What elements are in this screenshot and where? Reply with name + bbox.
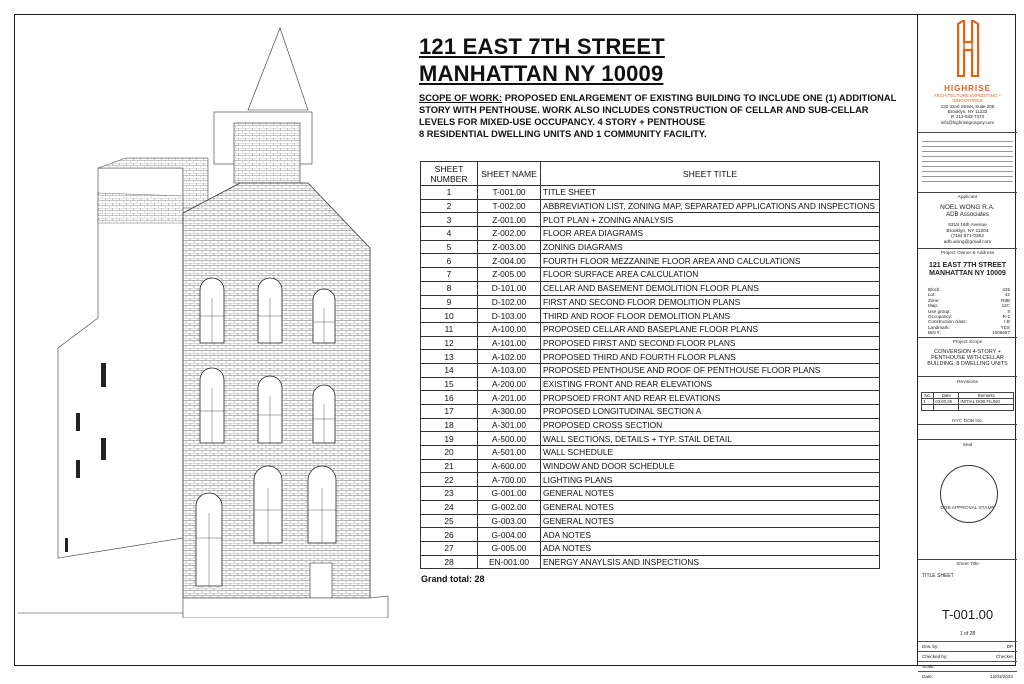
rev-remarks: INITIAL DOB FILING: [959, 399, 1014, 405]
sheet-title-cell: THIRD AND ROOF FLOOR DEMOLITION PLANS: [541, 309, 880, 323]
sheet-name-cell: A-101.00: [478, 336, 541, 350]
table-row: [421, 487, 880, 501]
table-row: [421, 432, 880, 446]
lot-info-key: Block:: [928, 287, 941, 292]
sheet-number-cell: 23: [421, 487, 478, 501]
sheet-name-cell: A-100.00: [478, 322, 541, 336]
lot-info-value: 12C: [1001, 303, 1010, 309]
sheet-title-cell: WALL SECTIONS, DETAILS + TYP. STAIL DETAIL: [541, 432, 880, 446]
sheet-name-cell: Z-002.00: [478, 227, 541, 241]
sheet-number-cell: 8: [421, 281, 478, 295]
sheet-number-cell: 7: [421, 268, 478, 282]
sheet-number-cell: 28: [421, 555, 478, 569]
drawing-info-value: 12/03/2024: [990, 674, 1013, 679]
sheet-number-cell: 15: [421, 377, 478, 391]
drawing-info-key: Checked by:: [922, 654, 948, 659]
lot-info-value: II: [1007, 308, 1010, 314]
sheet-name-cell: Z-003.00: [478, 240, 541, 254]
table-row: [421, 446, 880, 460]
table-row: [421, 541, 880, 555]
sheet-name-cell: A-102.00: [478, 350, 541, 364]
sheet-number-cell: 13: [421, 350, 478, 364]
table-row: [421, 240, 880, 254]
lot-info-key: Construction class:: [928, 319, 967, 325]
table-row: [421, 377, 880, 391]
sheet-number-cell: 9: [421, 295, 478, 309]
lot-info-value: 1006657: [992, 330, 1010, 336]
scope-label: SCOPE OF WORK:: [419, 93, 503, 103]
sheet-number-cell: 14: [421, 363, 478, 377]
sheet-name-cell: D-101.00: [478, 281, 541, 295]
sheet-number-cell: 25: [421, 514, 478, 528]
firm-logo: [918, 20, 1017, 138]
table-row: [421, 213, 880, 227]
sheet-number-cell: 4: [421, 227, 478, 241]
table-row: [421, 418, 880, 432]
sheet-title-cell: PROPOSED THIRD AND FOURTH FLOOR PLANS: [541, 350, 880, 364]
sheet-name-cell: A-700.00: [478, 473, 541, 487]
scope-of-work: [419, 92, 899, 140]
lot-info-key: Lot:: [928, 292, 936, 298]
sheet-title-cell: EXISTING FRONT AND REAR ELEVATIONS: [541, 377, 880, 391]
applicant-phone: (718) 871-0382: [951, 234, 984, 240]
sheet-title-cell: WINDOW AND DOOR SCHEDULE: [541, 459, 880, 473]
sheet-title-cell: LIGHTING PLANS: [541, 473, 880, 487]
sheet-number-cell: 27: [421, 541, 478, 555]
sheet-name-cell: G-004.00: [478, 528, 541, 542]
sheet-title-label: Sheet Title: [956, 562, 979, 567]
lot-info-value: R8B: [1001, 297, 1010, 303]
firm-address-line: Brooklyn, NY 11232: [947, 109, 988, 115]
scope-text-2: 8 RESIDENTIAL DWELLING UNITS AND 1 COMMUNITY FACILITY.: [419, 129, 707, 139]
table-row: [421, 336, 880, 350]
firm-name: HIGHRISE: [944, 84, 991, 93]
drawing-info: [918, 641, 1017, 681]
sheet-number-cell: 6: [421, 254, 478, 268]
drawing-info-key: Drw. by:: [922, 644, 939, 649]
project-title-line2: MANHATTAN NY 10009: [419, 61, 664, 86]
table-row: [421, 268, 880, 282]
sheet-name-cell: A-600.00: [478, 459, 541, 473]
sheet-number-cell: 17: [421, 405, 478, 419]
seal-label: Seal: [962, 443, 973, 448]
lot-info-key: Landmark:: [928, 324, 950, 330]
divider: [918, 248, 1017, 249]
header-sheet-name: SHEET NAME: [478, 162, 541, 186]
sheet-number-cell: 1: [421, 186, 478, 200]
sheet-title-cell: ADA NOTES: [541, 541, 880, 555]
sheet-number-cell: 3: [421, 213, 478, 227]
applicant-name: NOEL WONG R.A.: [940, 204, 995, 211]
sheet-number-cell: 26: [421, 528, 478, 542]
header-sheet-title: SHEET TITLE: [541, 162, 880, 186]
sheet-number-cell: 19: [421, 432, 478, 446]
drawing-info-key: Scale:: [922, 664, 935, 669]
sheet-name-cell: A-201.00: [478, 391, 541, 405]
table-row: [421, 350, 880, 364]
sheet-name-cell: G-002.00: [478, 500, 541, 514]
firm-address: [918, 104, 1017, 125]
drawing-info-row: [918, 671, 1017, 681]
sheet-title-cell: FOURTH FLOOR MEZZANINE FLOOR AREA AND CALCULATIONS: [541, 254, 880, 268]
sheet-of-total: 1 of 28: [959, 631, 976, 637]
sheet-title-cell: CELLAR AND BASEMENT DEMOLITION FLOOR PLANS: [541, 281, 880, 295]
sheet-title-cell: ABBREVIATION LIST, ZONING MAP, SEPARATED APPLICATIONS AND INSPECTIONS: [541, 199, 880, 213]
sheet-title-cell: TITLE SHEET: [541, 186, 880, 200]
header-sheet-number: SHEET NUMBER: [421, 162, 478, 186]
dob-stamp-label: DOB APPROVAL STAMP: [940, 506, 995, 511]
lot-info-key: Use group:: [928, 308, 951, 314]
divider: [918, 439, 1017, 440]
sheet-name-cell: D-102.00: [478, 295, 541, 309]
sheet-number-cell: 16: [421, 391, 478, 405]
sheet-number-cell: 2: [421, 199, 478, 213]
applicant-label: Applicant: [957, 195, 978, 200]
lot-info-value: 435: [1002, 287, 1010, 292]
sheet-title-cell: GENERAL NOTES: [541, 487, 880, 501]
table-row: [421, 322, 880, 336]
sheet-index-table: [420, 161, 880, 569]
sheet-title-cell: ENERGY ANAYLSIS AND INSPECTIONS: [541, 555, 880, 569]
sheet-name-cell: A-200.00: [478, 377, 541, 391]
sheet-name-cell: G-001.00: [478, 487, 541, 501]
lot-info-key: Occupancy:: [928, 314, 953, 320]
sheet-name-cell: A-500.00: [478, 432, 541, 446]
divider: [918, 192, 1017, 193]
sheet-name-cell: G-005.00: [478, 541, 541, 555]
sheet-name-cell: A-301.00: [478, 418, 541, 432]
table-row: [421, 281, 880, 295]
table-row: [421, 199, 880, 213]
rev-no: 1: [922, 399, 934, 405]
sheet-name-cell: Z-001.00: [478, 213, 541, 227]
rev-date: 02.03.25: [934, 399, 959, 405]
sheet-number-cell: 21: [421, 459, 478, 473]
sheet-number-cell: 22: [421, 473, 478, 487]
sheet-title-cell: WALL SCHEDULE: [541, 446, 880, 460]
table-row: [421, 405, 880, 419]
sheet-name-cell: A-103.00: [478, 363, 541, 377]
lot-info-value: YES: [1000, 324, 1010, 330]
owner-label: Project Owner & Address: [940, 251, 995, 256]
sheet-title-cell: PROPSOED FRONT AND REAR ELEVATIONS: [541, 391, 880, 405]
table-row: [421, 186, 880, 200]
rev-header-remarks: Remarks: [959, 393, 1014, 399]
sheet-title-value: TITLE SHEET: [922, 573, 954, 579]
sheet-title-cell: PROPOSED PENTHOUSE AND ROOF OF PENTHOUSE FLOOR PLANS: [541, 363, 880, 377]
lot-info-value: I-B: [1004, 319, 1010, 325]
lot-info-key: Map:: [928, 303, 939, 309]
seal-circle: [940, 465, 998, 523]
sheet-title-cell: PLOT PLAN + ZONING ANALYSIS: [541, 213, 880, 227]
sheet-title-cell: GENERAL NOTES: [541, 514, 880, 528]
revisions-label: Revisions: [957, 380, 978, 385]
sheet-number-cell: 24: [421, 500, 478, 514]
table-row: [421, 254, 880, 268]
sheet-title-cell: PROPOSED LONGITUDINAL SECTION A: [541, 405, 880, 419]
table-row: [421, 500, 880, 514]
drawing-info-value: Checker: [995, 654, 1013, 659]
lot-info-key: BIN #:: [928, 330, 941, 336]
highrise-logo-icon: [953, 20, 983, 80]
divider: [918, 559, 1017, 560]
sheet-name-cell: T-001.00: [478, 186, 541, 200]
drawing-info-key: Date:: [922, 674, 933, 679]
sheet-name-cell: Z-005.00: [478, 268, 541, 282]
title-block: [917, 14, 1016, 679]
firm-email[interactable]: info@highrisegroupny.com: [940, 119, 995, 125]
revisions-table: [921, 392, 1014, 411]
sheet-name-cell: A-501.00: [478, 446, 541, 460]
sheet-title-cell: GENERAL NOTES: [541, 500, 880, 514]
revision-row: [922, 399, 1014, 405]
project-title-line1: 121 EAST 7TH STREET: [419, 34, 665, 59]
sheet-name-cell: Z-004.00: [478, 254, 541, 268]
table-row: [421, 227, 880, 241]
owner-project-address: 121 EAST 7TH STREET MANHATTAN NY 10009: [928, 262, 1007, 277]
scope-text: PROPOSED ENLARGEMENT OF EXISTING BUILDING TO INCLUDE ONE (1) ADDITIONAL STORY WITH PENTHOUSE. WORK ALSO INCLUDES CONSTRUCTION OF CELLAR AND SUB-CELLAR LEVELS FOR MIXED-USE OCCUPANCY. 4 STORY + PENTHOUSE: [419, 93, 897, 127]
table-row: [421, 555, 880, 569]
table-row: [421, 391, 880, 405]
table-row: [421, 309, 880, 323]
building-perspective-drawing: [18, 18, 398, 618]
firm-address-line: 132 32nd Street, Suite 205: [940, 104, 995, 109]
divider: [918, 424, 1017, 425]
lot-info-key: Zone:: [928, 297, 940, 303]
applicant-email[interactable]: adb.wong@gmail.com: [943, 239, 992, 245]
firm-tagline: ARCHITECTURE EXPEDITING + INNOVATIONS: [933, 93, 1002, 103]
nyc-dob-label: NYC DOB No.: [952, 419, 983, 424]
drawing-info-row: [918, 661, 1017, 671]
rev-header-no: No.: [922, 393, 934, 399]
divider: [918, 337, 1017, 338]
lot-info-value: 42: [1004, 292, 1010, 298]
sheet-name-cell: D-103.00: [478, 309, 541, 323]
drawing-info-row: [918, 641, 1017, 651]
sheet-number-cell: 11: [421, 322, 478, 336]
sheet-name-cell: EN-001.00: [478, 555, 541, 569]
lot-info-value: R-2: [1002, 314, 1010, 320]
lot-info-row: [928, 330, 1010, 335]
applicant-address-line: Brooklyn, NY 11204: [946, 228, 989, 234]
firm-phone: P. 212-933-7473: [951, 114, 984, 120]
sheet-number: T-001.00: [941, 607, 994, 622]
table-row: [421, 363, 880, 377]
sheet-title-cell: FIRST AND SECOND FLOOR DEMOLITION PLANS: [541, 295, 880, 309]
divider: [918, 376, 1017, 377]
table-row: [421, 528, 880, 542]
table-row: [421, 473, 880, 487]
applicant-firm: ADB Associates: [946, 212, 989, 218]
sheet-name-cell: T-002.00: [478, 199, 541, 213]
sheet-title-cell: ADA NOTES: [541, 528, 880, 542]
sheet-name-cell: G-003.00: [478, 514, 541, 528]
sheet-name-cell: A-300.00: [478, 405, 541, 419]
sheet-title-cell: FLOOR AREA DIAGRAMS: [541, 227, 880, 241]
table-row: [421, 459, 880, 473]
sheet-number-cell: 10: [421, 309, 478, 323]
sheet-title-cell: PROPOSED FIRST AND SECOND FLOOR PLANS: [541, 336, 880, 350]
table-row: [421, 514, 880, 528]
sheet-title-cell: PROPOSED CROSS SECTION: [541, 418, 880, 432]
sheet-number-cell: 5: [421, 240, 478, 254]
table-row: [421, 295, 880, 309]
scope-label-tb: Project Scope: [952, 340, 983, 345]
project-scope-text: CONVERSION 4-STORY + PENTHOUSE WITH CELLAR BUILDING. 8 DWELLING UNITS: [927, 349, 1008, 368]
general-notes-block: [922, 138, 1013, 188]
lot-info: [928, 287, 1010, 336]
table-header-row: [421, 162, 880, 186]
sheet-title-cell: PROPOSED CELLAR AND BASEPLANE FLOOR PLANS: [541, 322, 880, 336]
grand-total: Grand total: 28: [421, 574, 485, 584]
sheet-number-cell: 12: [421, 336, 478, 350]
rev-header-date: Date: [934, 393, 959, 399]
sheet-title-cell: FLOOR SURFACE AREA CALCULATION: [541, 268, 880, 282]
drawing-info-row: [918, 651, 1017, 661]
project-title: [419, 33, 665, 87]
drawing-info-value: DP: [1006, 644, 1013, 649]
sheet-title-cell: ZONING DIAGRAMS: [541, 240, 880, 254]
divider: [918, 132, 1017, 133]
applicant-address: [920, 223, 1015, 245]
applicant-address-line: 5318 16th Avenue: [948, 223, 987, 228]
sheet-number-cell: 18: [421, 418, 478, 432]
sheet-number-cell: 20: [421, 446, 478, 460]
